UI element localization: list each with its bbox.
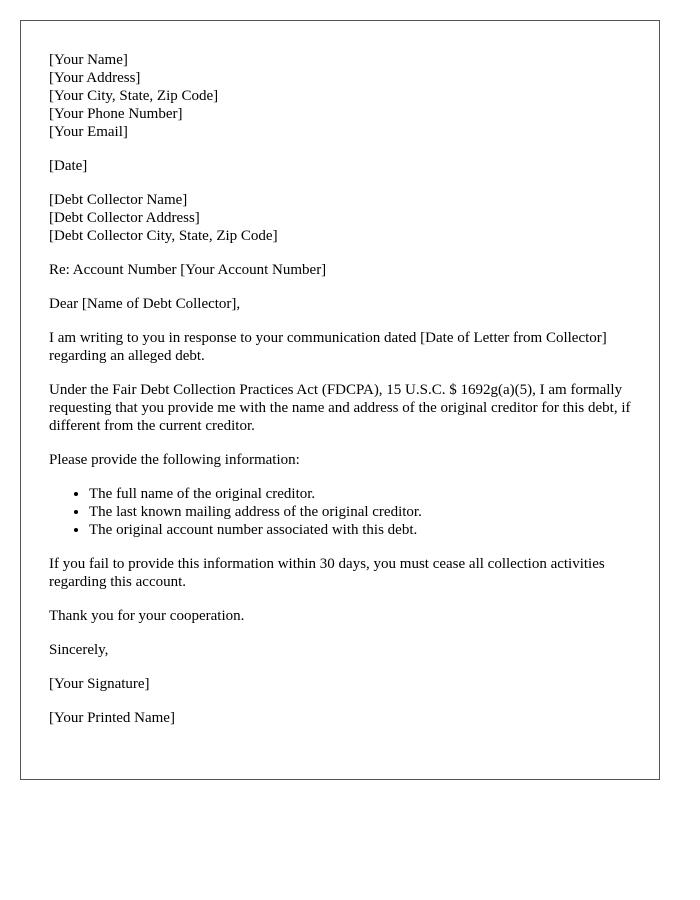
sender-name: [Your Name] — [49, 52, 128, 68]
closing: Sincerely, — [49, 642, 109, 658]
recipient-city-state-zip: [Debt Collector City, State, Zip Code] — [49, 228, 278, 244]
list-item: • The original account number associated with this debt. — [89, 521, 631, 539]
letter-document — [20, 20, 660, 780]
re-line: Re: Account Number [Your Account Number] — [49, 262, 327, 278]
sender-city-state-zip: [Your City, State, Zip Code] — [49, 88, 219, 104]
body-paragraph-4: If you fail to provide this information within 30 days, you must cease all collection activities regarding this account. — [49, 556, 605, 590]
salutation: Dear [Name of Debt Collector], — [49, 296, 241, 312]
printed-name: [Your Printed Name] — [49, 710, 175, 726]
signature-placeholder: [Your Signature] — [49, 676, 150, 692]
body-paragraph-2: Under the Fair Debt Collection Practices Act (FDCPA), 15 U.S.C. $ 1692g(a)(5), I am formally requesting that you provide me with the name and address of the original creditor for this debt, if different from the current creditor. — [49, 382, 631, 434]
list-item: • The last known mailing address of the original creditor. — [89, 503, 631, 521]
recipient-name: [Debt Collector Name] — [49, 192, 188, 208]
sender-email: [Your Email] — [49, 124, 128, 140]
sender-phone: [Your Phone Number] — [49, 106, 183, 122]
recipient-address: [Debt Collector Address] — [49, 210, 200, 226]
sender-address-block — [49, 51, 631, 141]
sender-address: [Your Address] — [49, 70, 141, 86]
body-paragraph-1: I am writing to you in response to your communication dated [Date of Letter from Collector] regarding an alleged debt. — [49, 330, 607, 364]
list-item: • The full name of the original creditor. — [89, 485, 631, 503]
body-paragraph-3: Please provide the following information: — [49, 452, 300, 468]
letter-date: [Date] — [49, 158, 88, 174]
body-paragraph-5: Thank you for your cooperation. — [49, 608, 245, 624]
recipient-address-block — [49, 191, 631, 245]
requested-info-list — [49, 485, 631, 539]
